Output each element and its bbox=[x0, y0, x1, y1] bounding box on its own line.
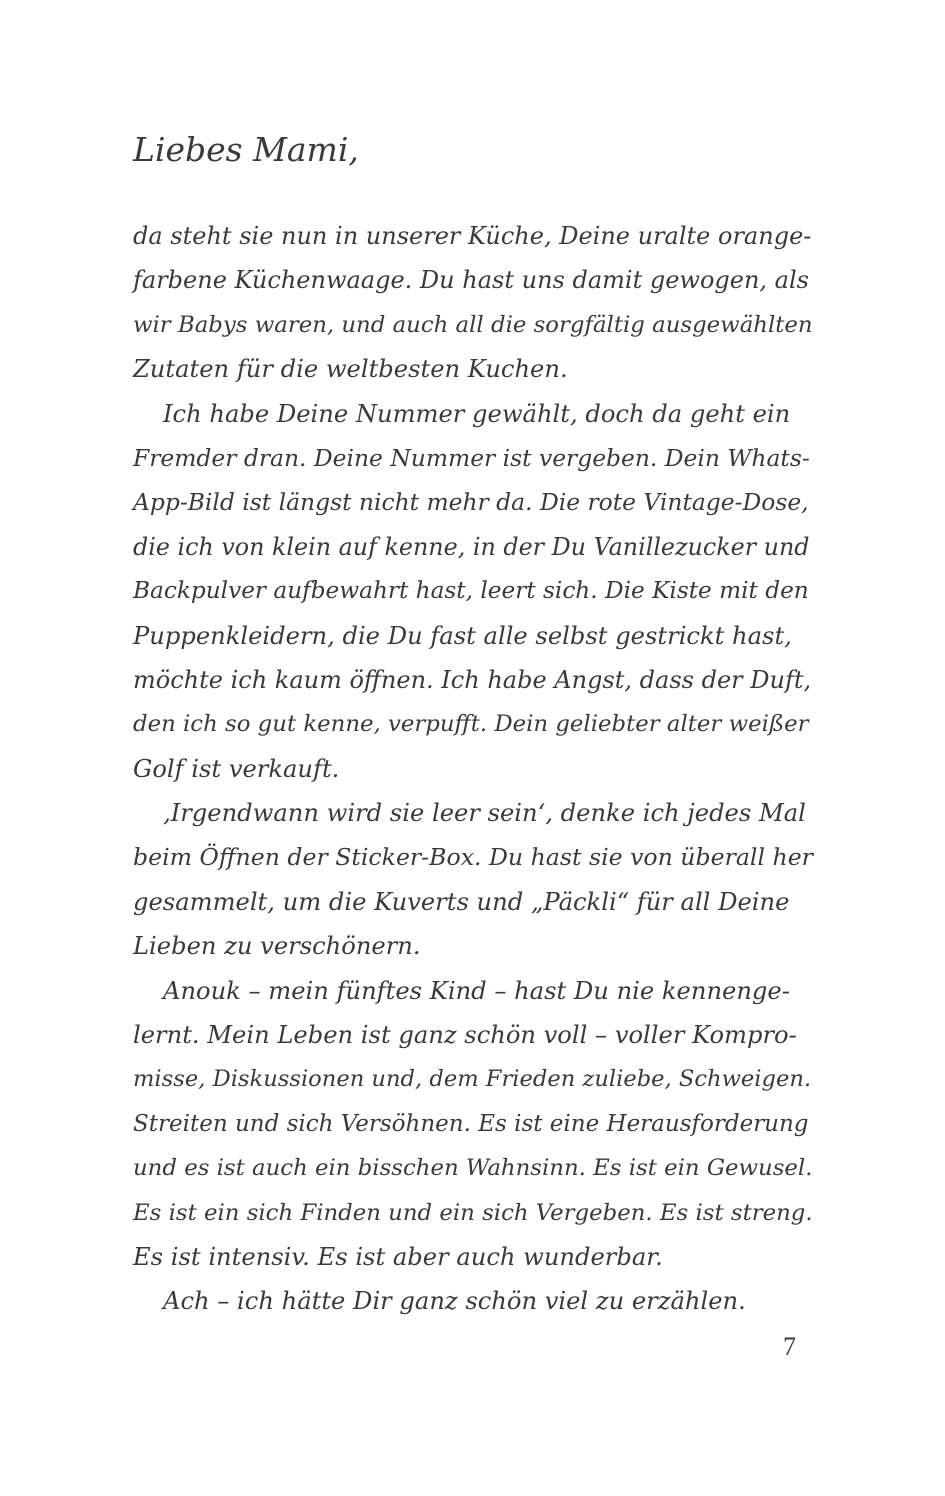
text-line: die ich von klein auf kenne, in der Du Vanillezucker und bbox=[133, 532, 810, 561]
text-line: App-Bild ist längst nicht mehr da. Die rote Vintage-Dose, bbox=[133, 488, 809, 517]
page-number: 7 bbox=[783, 1332, 796, 1361]
text-line: Fremder dran. Deine Nummer ist vergeben. Dein Whats- bbox=[133, 443, 810, 472]
text-line: Anouk – mein fünftes Kind – hast Du nie kennenge- bbox=[163, 976, 790, 1005]
text-line: möchte ich kaum öffnen. Ich habe Angst, dass der Duft, bbox=[133, 665, 812, 694]
text-line: Backpulver aufbewahrt hast, leert sich. Die Kiste mit den bbox=[133, 577, 809, 605]
text-line: Es ist intensiv. Es ist aber auch wunderbar. bbox=[133, 1242, 663, 1271]
text-line: Ich habe Deine Nummer gewählt, doch da geht ein bbox=[163, 399, 791, 428]
text-line: beim Öffnen der Sticker-Box. Du hast sie von überall her bbox=[133, 843, 813, 872]
text-line: Puppenkleidern, die Du fast alle selbst gestrickt hast, bbox=[133, 621, 792, 650]
text-line: Golf ist verkauft. bbox=[133, 754, 340, 783]
text-line: Streiten und sich Versöhnen. Es ist eine Herausforderung bbox=[133, 1110, 809, 1137]
text-line: Zutaten für die weltbesten Kuchen. bbox=[133, 355, 568, 384]
text-line: und es ist auch ein bisschen Wahnsinn. Es ist ein Gewusel. bbox=[133, 1155, 813, 1182]
text-line: da steht sie nun in unserer Küche, Deine uralte orange- bbox=[133, 222, 812, 250]
letter-body bbox=[133, 214, 813, 1324]
text-line: den ich so gut kenne, verpufft. Dein geliebter alter weißer bbox=[133, 711, 809, 738]
text-line: gesammelt, um die Kuverts und „Päckli“ für all Deine bbox=[133, 887, 790, 916]
text-line: misse, Diskussionen und, dem Frieden zuliebe, Schweigen. bbox=[133, 1066, 812, 1093]
text-line: Es ist ein sich Finden und ein sich Vergeben. Es ist streng. bbox=[133, 1199, 813, 1226]
text-line: farbene Küchenwaage. Du hast uns damit gewogen, als bbox=[133, 266, 809, 295]
letter-salutation: Liebes Mami, bbox=[133, 130, 359, 169]
text-line: Ach – ich hätte Dir ganz schön viel zu erzählen. bbox=[163, 1287, 746, 1316]
text-line: lernt. Mein Leben ist ganz schön voll – voller Kompro- bbox=[133, 1021, 797, 1050]
text-line: ‚Irgendwann wird sie leer sein‘, denke ich jedes Mal bbox=[163, 799, 806, 828]
text-line: Lieben zu verschönern. bbox=[133, 932, 421, 961]
text-line: wir Babys waren, und auch all die sorgfältig ausgewählten bbox=[133, 311, 813, 338]
